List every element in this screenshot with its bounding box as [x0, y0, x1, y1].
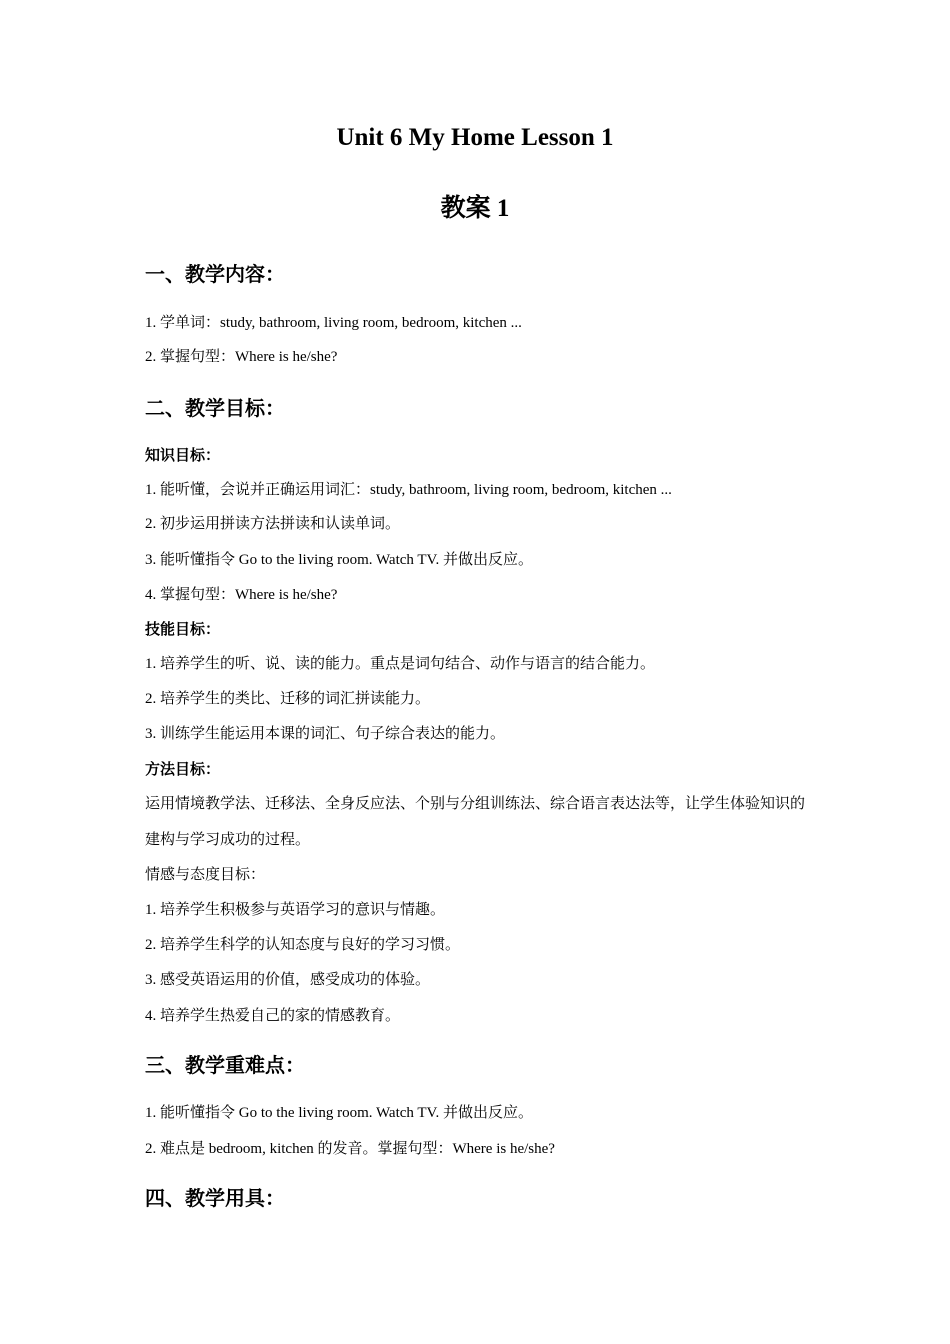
section-heading-content: 一、教学内容：: [145, 262, 285, 286]
knowledge-label: 知识目标：: [145, 446, 221, 464]
document-title: Unit 6 My Home Lesson 1: [336, 124, 614, 151]
section-heading-tools: 四、教学用具：: [145, 1186, 285, 1210]
section-heading-keypoints: 三、教学重难点：: [145, 1053, 305, 1077]
knowledge-item-4: 4. 掌握句型：Where is he/she?: [145, 587, 338, 603]
keypoints-item-1: 1. 能听懂指令 Go to the living room. Watch TV. 并做出反应。: [145, 1105, 533, 1121]
skill-item-3: 3. 训练学生能运用本课的词汇、句子综合表达的能力。: [145, 726, 506, 742]
knowledge-item-1: 1. 能听懂，会说并正确运用词汇：study, bathroom, living room, bedroom, kitchen ...: [145, 482, 672, 498]
section-heading-objectives: 二、教学目标：: [145, 396, 285, 420]
emotion-label: 情感与态度目标：: [145, 865, 266, 883]
emotion-item-4: 4. 培养学生热爱自己的家的情感教育。: [145, 1008, 401, 1024]
keypoints-item-2: 2. 难点是 bedroom, kitchen 的发音。掌握句型：Where is he/she?: [145, 1141, 555, 1157]
skill-label: 技能目标：: [145, 620, 221, 638]
method-label: 方法目标：: [145, 760, 221, 778]
content-item-1: 1. 学单词：study, bathroom, living room, bedroom, kitchen ...: [145, 315, 522, 331]
emotion-item-3: 3. 感受英语运用的价值，感受成功的体验。: [145, 972, 431, 988]
emotion-item-2: 2. 培养学生科学的认知态度与良好的学习习惯。: [145, 937, 461, 953]
knowledge-item-2: 2. 初步运用拼读方法拼读和认读单词。: [145, 516, 401, 532]
document-subtitle: 教案 1: [440, 195, 510, 222]
content-item-2: 2. 掌握句型：Where is he/she?: [145, 349, 338, 365]
knowledge-item-3: 3. 能听懂指令 Go to the living room. Watch TV. 并做出反应。: [145, 552, 533, 568]
method-text: 运用情境教学法、迁移法、全身反应法、个别与分组训练法、综合语言表达法等，让学生体验知识的建构与学习成功的过程。: [145, 794, 806, 848]
skill-item-1: 1. 培养学生的听、说、读的能力。重点是词句结合、动作与语言的结合能力。: [145, 656, 656, 672]
emotion-item-1: 1. 培养学生积极参与英语学习的意识与情趣。: [145, 902, 446, 918]
skill-item-2: 2. 培养学生的类比、迁移的词汇拼读能力。: [145, 691, 431, 707]
